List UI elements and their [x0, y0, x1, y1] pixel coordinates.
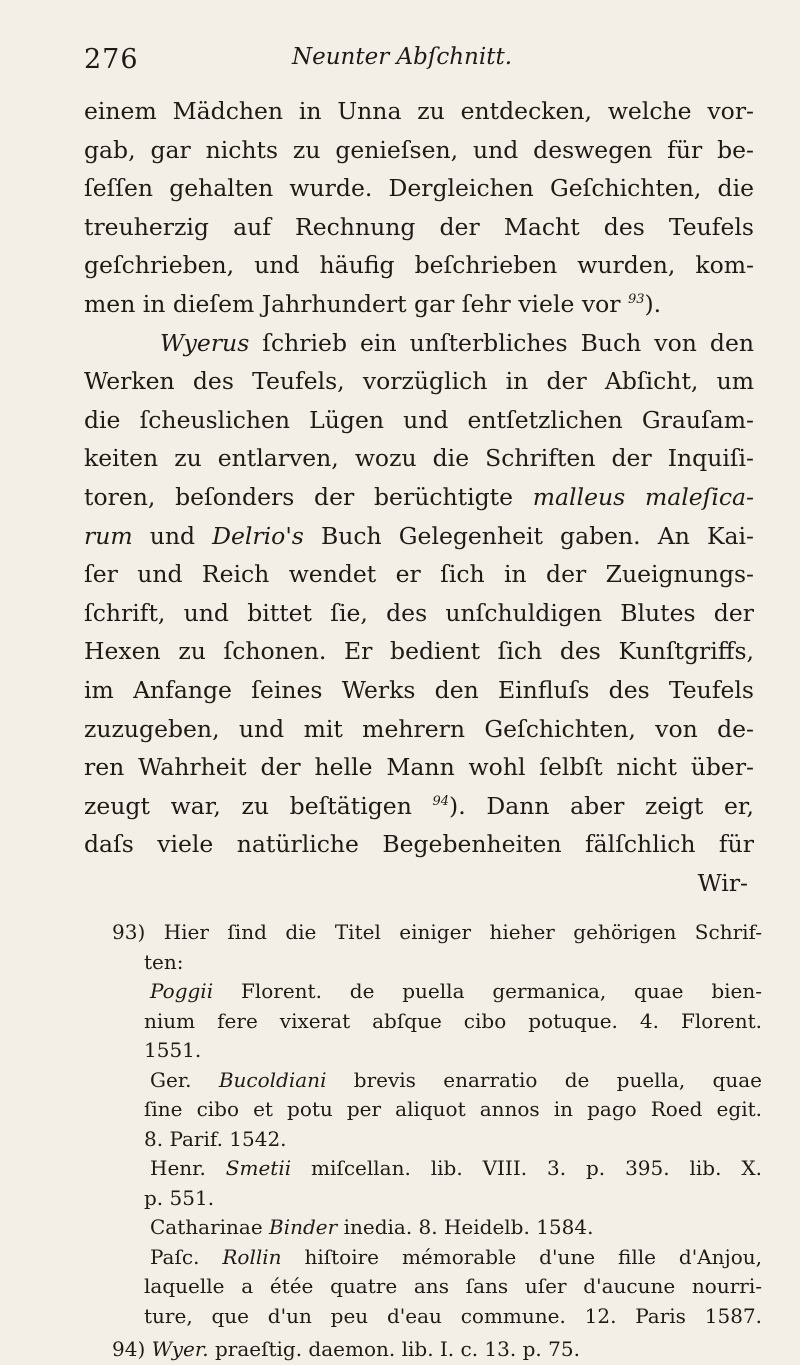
catchword: Wir- — [697, 868, 748, 897]
running-title: Neunter Abſchnitt. — [292, 44, 513, 70]
footnote-citation — [112, 977, 762, 1007]
footnote-citation — [112, 1213, 762, 1243]
footnote-citation — [112, 1243, 762, 1273]
footnote-ref-93: 93 — [627, 292, 645, 308]
text-run: praeſtig. daemon. lib. I. c. 13. p. 75. — [208, 1337, 580, 1361]
text-line — [84, 285, 754, 324]
text-run: Ger. — [150, 1067, 219, 1092]
text-run: toren, beſonders der berüchtigte — [84, 482, 533, 511]
book-title: rum — [84, 521, 133, 550]
footnote-citation: laquelle a étée quatre ans ſans uſer d'aucune nourri- — [144, 1274, 762, 1298]
text-line: einem Mädchen in Unna zu entdecken, welche vor- — [84, 97, 754, 125]
text-run: ſchrieb ein unſterbliches Buch von den — [249, 328, 754, 357]
text-line: Werken des Teufels, vorzüglich in der Abſicht, um — [84, 367, 754, 396]
author-name: Wyer. — [151, 1337, 209, 1361]
footnote-ref-94: 94 — [432, 793, 450, 809]
author-name: Wyerus — [160, 328, 250, 357]
text-run: ). Dann aber zeigt er, — [449, 791, 754, 820]
text-line — [84, 517, 754, 556]
text-line: daſs viele natürliche Begebenheiten fälſchlich für — [84, 830, 754, 859]
text-run: 94) — [112, 1337, 152, 1361]
text-run: miſcellan. lib. VIII. 3. p. 395. lib. X. — [291, 1156, 762, 1180]
text-line: im Anfange ſeines Werks den Einfluſs des Teufels — [84, 675, 754, 704]
text-line: keiten zu entlarven, wozu die Schriften der Inquiſi- — [84, 444, 754, 473]
footnote-citation: ture, que d'un peu d'eau commune. 12. Paris 1587. — [144, 1303, 762, 1328]
page-header — [82, 42, 762, 82]
text-line: Hexen zu ſchonen. Er bedient ſich des Kunſtgriffs, — [84, 637, 754, 666]
author-name: Binder — [269, 1215, 338, 1239]
footnote-citation: nium fere vixerat abſque cibo potuque. 4. Florent. — [144, 1008, 762, 1033]
text-run: und — [132, 521, 213, 550]
text-line: ren Wahrheit der helle Mann wohl ſelbſt nicht über- — [84, 753, 754, 782]
footnote-citation — [112, 1066, 762, 1096]
footnote-citation — [112, 1154, 762, 1184]
text-run: ). — [644, 289, 662, 318]
footnote-94-line — [112, 1335, 762, 1365]
footnote-93-line: ten: — [144, 949, 184, 974]
text-line — [84, 787, 754, 826]
text-line: ſeſſen gehalten wurde. Dergleichen Geſchichten, die — [84, 174, 754, 203]
footnote-citation: 1551. — [144, 1038, 202, 1062]
footnotes — [112, 918, 762, 1365]
page-number: 276 — [84, 44, 139, 75]
author-name: Smetii — [225, 1156, 292, 1180]
text-run: Florent. de puella germanica, quae bien- — [213, 979, 762, 1003]
text-line: geſchrieben, und häufig beſchrieben wurden, kom- — [84, 251, 754, 280]
author-name: Poggii — [150, 979, 214, 1003]
text-run: Paſc. — [150, 1244, 223, 1269]
footnote-93-line: 93) Hier ſind die Titel einiger hieher gehörigen Schrif- — [112, 920, 762, 944]
text-run: hiſtoire mémorable d'une fille d'Anjou, — [281, 1244, 762, 1269]
text-line — [84, 324, 754, 363]
text-run: men in dieſem Jahrhundert gar ſehr viele vor — [84, 289, 628, 318]
text-line: ſchrift, und bittet ſie, des unſchuldigen Blutes der — [84, 598, 754, 627]
text-run: Catharinae — [150, 1215, 270, 1239]
text-run: Henr. — [150, 1156, 226, 1180]
text-run: zeugt war, zu beſtätigen — [84, 791, 433, 820]
text-line: gab, gar nichts zu genieſsen, und deswegen für be- — [84, 135, 754, 164]
author-name: Rollin — [222, 1244, 282, 1269]
text-run: inedia. 8. Heidelb. 1584. — [337, 1215, 594, 1239]
footnote-citation: ſine cibo et potu per aliquot annos in pago Roed egit. — [144, 1097, 762, 1121]
text-line — [84, 478, 754, 517]
book-title: malleus maleſica- — [532, 482, 754, 511]
text-run: Buch Gelegenheit gaben. An Kai- — [303, 521, 754, 550]
footnote-citation: 8. Parif. 1542. — [144, 1126, 287, 1151]
footnote-citation: p. 551. — [144, 1185, 215, 1210]
author-name: Bucoldiani — [218, 1067, 327, 1092]
text-line: die ſcheuslichen Lügen und entſetzlichen Grauſam- — [84, 405, 754, 434]
text-run: brevis enarratio de puella, quae — [326, 1067, 762, 1092]
main-text — [84, 92, 754, 902]
text-line: treuherzig auf Rechnung der Macht des Teufels — [84, 212, 754, 241]
text-line: ſer und Reich wendet er ſich in der Zueignungs- — [84, 560, 754, 589]
text-line: zuzugeben, und mit mehrern Geſchichten, von de- — [84, 714, 754, 743]
author-name: Delrio's — [212, 521, 304, 550]
